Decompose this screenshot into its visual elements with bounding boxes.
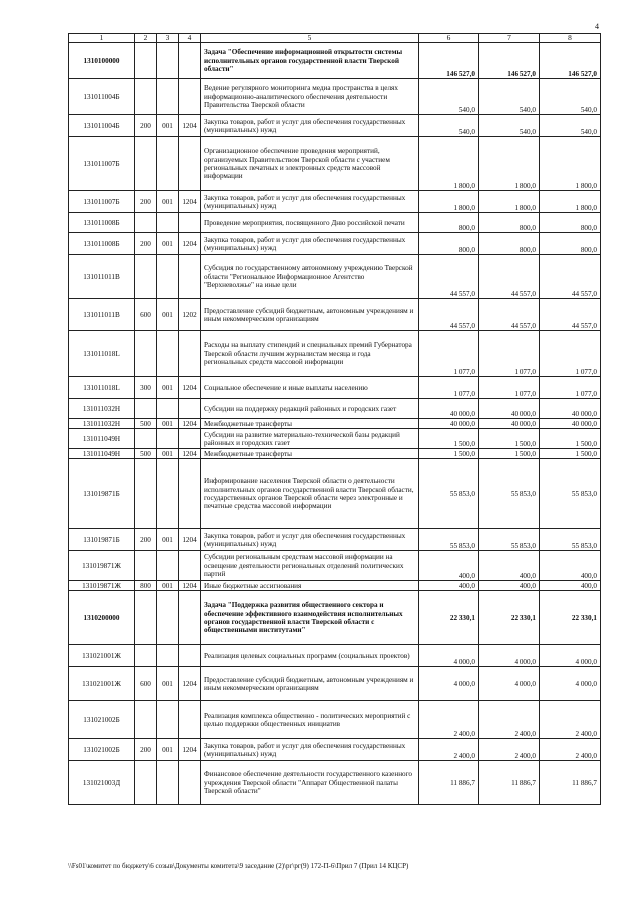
expense-type-code: 200	[135, 529, 157, 551]
amount-year-3: 800,0	[540, 233, 601, 255]
amount-year-3: 400,0	[540, 551, 601, 581]
table-row	[69, 701, 601, 739]
expense-type-code	[135, 213, 157, 233]
header-cell: 8	[540, 34, 601, 43]
ministry-code	[157, 761, 179, 805]
target-article-code: 131011049Н	[69, 429, 135, 449]
amount-year-1: 1 800,0	[419, 137, 479, 191]
description: Расходы на выплату стипендий и специальных премий Губернатора Тверской области лучшим журналистам месяца и года региональных средств массовой информации	[201, 331, 419, 377]
expense-type-code: 800	[135, 581, 157, 591]
description: Финансовое обеспечение деятельности государственного казенного учреждения Тверской области "Аппарат Общественной палаты Тверской области"	[201, 761, 419, 805]
amount-year-2: 540,0	[479, 115, 540, 137]
ministry-code	[157, 591, 179, 645]
amount-year-1: 44 557,0	[419, 299, 479, 331]
amount-year-2: 1 500,0	[479, 429, 540, 449]
ministry-code	[157, 79, 179, 115]
description: Организационное обеспечение проведения мероприятий, организуемых Правительством Тверской области с участием региональных печатных и электронных средств массовой информации	[201, 137, 419, 191]
amount-year-2: 55 853,0	[479, 529, 540, 551]
table-row	[69, 529, 601, 551]
ministry-code	[157, 399, 179, 419]
amount-year-3: 40 000,0	[540, 399, 601, 419]
section-code	[179, 43, 201, 79]
target-article-code: 131011004Б	[69, 115, 135, 137]
table-row	[69, 645, 601, 667]
description: Закупка товаров, работ и услуг для обеспечения государственных (муниципальных) нужд	[201, 115, 419, 137]
amount-year-1: 540,0	[419, 115, 479, 137]
table-row	[69, 377, 601, 399]
ministry-code	[157, 701, 179, 739]
ministry-code: 001	[157, 115, 179, 137]
target-article-code: 131019871Ж	[69, 581, 135, 591]
amount-year-2: 44 557,0	[479, 255, 540, 299]
expense-type-code: 500	[135, 449, 157, 459]
amount-year-1: 4 000,0	[419, 667, 479, 701]
expense-type-code	[135, 79, 157, 115]
table-row	[69, 331, 601, 377]
expense-type-code	[135, 255, 157, 299]
description: Межбюджетные трансферты	[201, 449, 419, 459]
expense-type-code	[135, 701, 157, 739]
amount-year-2: 1 077,0	[479, 377, 540, 399]
section-code: 1204	[179, 191, 201, 213]
ministry-code: 001	[157, 419, 179, 429]
amount-year-1: 540,0	[419, 79, 479, 115]
target-article-code: 131011018L	[69, 331, 135, 377]
header-cell: 4	[179, 34, 201, 43]
amount-year-1: 55 853,0	[419, 459, 479, 529]
header-cell: 5	[201, 34, 419, 43]
target-article-code: 131011004Б	[69, 79, 135, 115]
table-row	[69, 191, 601, 213]
expense-type-code: 600	[135, 667, 157, 701]
amount-year-1: 400,0	[419, 581, 479, 591]
table-row	[69, 761, 601, 805]
section-code: 1204	[179, 377, 201, 399]
section-code: 1204	[179, 529, 201, 551]
amount-year-1: 44 557,0	[419, 255, 479, 299]
ministry-code	[157, 43, 179, 79]
target-article-code: 131011008Б	[69, 233, 135, 255]
ministry-code: 001	[157, 667, 179, 701]
section-code	[179, 551, 201, 581]
table-row	[69, 581, 601, 591]
section-code: 1204	[179, 581, 201, 591]
ministry-code: 001	[157, 449, 179, 459]
amount-year-3: 1 500,0	[540, 429, 601, 449]
table-row	[69, 255, 601, 299]
target-article-code: 1310100000	[69, 43, 135, 79]
target-article-code: 131021002Б	[69, 701, 135, 739]
amount-year-3: 800,0	[540, 213, 601, 233]
expense-type-code: 200	[135, 233, 157, 255]
ministry-code	[157, 213, 179, 233]
description: Реализация комплекса общественно - политических мероприятий с целью поддержки общественных инициатив	[201, 701, 419, 739]
description: Социальное обеспечение и иные выплаты населению	[201, 377, 419, 399]
target-article-code: 131021001Ж	[69, 645, 135, 667]
section-code	[179, 645, 201, 667]
amount-year-1: 40 000,0	[419, 399, 479, 419]
amount-year-3: 4 000,0	[540, 645, 601, 667]
table-row	[69, 449, 601, 459]
amount-year-3: 540,0	[540, 115, 601, 137]
target-article-code: 131021003Д	[69, 761, 135, 805]
ministry-code: 001	[157, 739, 179, 761]
header-cell: 1	[69, 34, 135, 43]
ministry-code	[157, 331, 179, 377]
amount-year-2: 44 557,0	[479, 299, 540, 331]
description: Предоставление субсидий бюджетным, автономным учреждениям и иным некоммерческим организациям	[201, 667, 419, 701]
section-code: 1204	[179, 449, 201, 459]
amount-year-1: 11 886,7	[419, 761, 479, 805]
expense-type-code	[135, 399, 157, 419]
target-article-code: 131011018L	[69, 377, 135, 399]
expense-type-code	[135, 591, 157, 645]
target-article-code: 131011011В	[69, 255, 135, 299]
ministry-code: 001	[157, 529, 179, 551]
amount-year-3: 2 400,0	[540, 701, 601, 739]
table-row	[69, 213, 601, 233]
amount-year-2: 4 000,0	[479, 645, 540, 667]
section-code: 1204	[179, 739, 201, 761]
ministry-code: 001	[157, 377, 179, 399]
expense-type-code	[135, 429, 157, 449]
amount-year-2: 540,0	[479, 79, 540, 115]
amount-year-3: 400,0	[540, 581, 601, 591]
target-article-code: 131011007Б	[69, 191, 135, 213]
amount-year-3: 44 557,0	[540, 299, 601, 331]
expense-type-code	[135, 551, 157, 581]
amount-year-1: 2 400,0	[419, 739, 479, 761]
header-cell: 3	[157, 34, 179, 43]
expense-type-code	[135, 459, 157, 529]
section-code	[179, 429, 201, 449]
amount-year-1: 1 500,0	[419, 449, 479, 459]
amount-year-3: 44 557,0	[540, 255, 601, 299]
section-code	[179, 459, 201, 529]
amount-year-1: 2 400,0	[419, 701, 479, 739]
description: Реализация целевых социальных программ (социальных проектов)	[201, 645, 419, 667]
amount-year-2: 1 077,0	[479, 331, 540, 377]
amount-year-1: 4 000,0	[419, 645, 479, 667]
page-number: 4	[595, 22, 599, 31]
ministry-code: 001	[157, 581, 179, 591]
table-row	[69, 551, 601, 581]
amount-year-2: 400,0	[479, 551, 540, 581]
section-code	[179, 761, 201, 805]
target-article-code: 131019871Ж	[69, 551, 135, 581]
amount-year-1: 55 853,0	[419, 529, 479, 551]
section-code	[179, 255, 201, 299]
target-article-code: 131011008Б	[69, 213, 135, 233]
ministry-code	[157, 645, 179, 667]
expense-type-code: 300	[135, 377, 157, 399]
expense-type-code: 600	[135, 299, 157, 331]
section-code	[179, 213, 201, 233]
description: Субсидия по государственному автономному учреждению Тверской области "Региональное Информационное Агентство "Верхневолжье" на иные цели	[201, 255, 419, 299]
section-code: 1204	[179, 233, 201, 255]
ministry-code	[157, 137, 179, 191]
amount-year-3: 1 077,0	[540, 377, 601, 399]
target-article-code: 131021002Б	[69, 739, 135, 761]
amount-year-3: 1 800,0	[540, 137, 601, 191]
target-article-code: 131011049Н	[69, 449, 135, 459]
ministry-code	[157, 551, 179, 581]
ministry-code	[157, 459, 179, 529]
amount-year-2: 40 000,0	[479, 399, 540, 419]
target-article-code: 131019871Б	[69, 459, 135, 529]
header-cell: 2	[135, 34, 157, 43]
table-row	[69, 137, 601, 191]
amount-year-2: 40 000,0	[479, 419, 540, 429]
table-row	[69, 429, 601, 449]
description: Закупка товаров, работ и услуг для обеспечения государственных (муниципальных) нужд	[201, 191, 419, 213]
amount-year-3: 146 527,0	[540, 43, 601, 79]
target-article-code: 1310200000	[69, 591, 135, 645]
amount-year-2: 800,0	[479, 213, 540, 233]
description: Ведение регулярного мониторинга медиа пространства в целях информационно-аналитического обеспечения деятельности Правительства Тверской области	[201, 79, 419, 115]
table-row	[69, 591, 601, 645]
ministry-code: 001	[157, 233, 179, 255]
amount-year-3: 55 853,0	[540, 459, 601, 529]
amount-year-3: 55 853,0	[540, 529, 601, 551]
expense-type-code: 200	[135, 115, 157, 137]
section-code: 1202	[179, 299, 201, 331]
section-code	[179, 701, 201, 739]
description: Закупка товаров, работ и услуг для обеспечения государственных (муниципальных) нужд	[201, 739, 419, 761]
amount-year-1: 1 077,0	[419, 377, 479, 399]
amount-year-1: 1 077,0	[419, 331, 479, 377]
amount-year-3: 1 800,0	[540, 191, 601, 213]
table-row	[69, 419, 601, 429]
amount-year-3: 2 400,0	[540, 739, 601, 761]
amount-year-1: 1 800,0	[419, 191, 479, 213]
amount-year-3: 1 077,0	[540, 331, 601, 377]
amount-year-3: 22 330,1	[540, 591, 601, 645]
amount-year-3: 1 500,0	[540, 449, 601, 459]
amount-year-3: 540,0	[540, 79, 601, 115]
header-cell: 7	[479, 34, 540, 43]
description: Закупка товаров, работ и услуг для обеспечения государственных (муниципальных) нужд	[201, 529, 419, 551]
description: Закупка товаров, работ и услуг для обеспечения государственных (муниципальных) нужд	[201, 233, 419, 255]
column-number-header	[69, 34, 601, 43]
section-code	[179, 137, 201, 191]
amount-year-2: 1 500,0	[479, 449, 540, 459]
expense-type-code: 200	[135, 739, 157, 761]
amount-year-2: 800,0	[479, 233, 540, 255]
description: Субсидии на развитие материально-технической базы редакций районных и городских газет	[201, 429, 419, 449]
amount-year-1: 1 500,0	[419, 429, 479, 449]
table-row	[69, 739, 601, 761]
table-row	[69, 459, 601, 529]
target-article-code: 131019871Б	[69, 529, 135, 551]
amount-year-3: 11 886,7	[540, 761, 601, 805]
amount-year-2: 2 400,0	[479, 739, 540, 761]
description: Субсидии на поддержку редакций районных и городских газет	[201, 399, 419, 419]
amount-year-2: 1 800,0	[479, 191, 540, 213]
section-code	[179, 331, 201, 377]
ministry-code: 001	[157, 299, 179, 331]
amount-year-1: 800,0	[419, 213, 479, 233]
amount-year-1: 40 000,0	[419, 419, 479, 429]
amount-year-2: 55 853,0	[479, 459, 540, 529]
section-code	[179, 399, 201, 419]
target-article-code: 131011007Б	[69, 137, 135, 191]
expense-type-code	[135, 645, 157, 667]
description: Задача "Обеспечение информационной открытости системы исполнительных органов государственной власти Тверской области"	[201, 43, 419, 79]
table-row	[69, 667, 601, 701]
description: Предоставление субсидий бюджетным, автономным учреждениям и иным некоммерческим организациям	[201, 299, 419, 331]
target-article-code: 131021001Ж	[69, 667, 135, 701]
table-row	[69, 43, 601, 79]
expense-type-code	[135, 761, 157, 805]
table-row	[69, 115, 601, 137]
amount-year-1: 146 527,0	[419, 43, 479, 79]
expense-type-code: 200	[135, 191, 157, 213]
table-row	[69, 233, 601, 255]
amount-year-3: 40 000,0	[540, 419, 601, 429]
table-row	[69, 79, 601, 115]
amount-year-1: 22 330,1	[419, 591, 479, 645]
budget-table	[68, 33, 601, 805]
description: Информирование населения Тверской области о деятельности исполнительных органов государственной власти Тверской области, государственных органов Тверской области через электронные и печатные средства массовой информации	[201, 459, 419, 529]
expense-type-code	[135, 331, 157, 377]
target-article-code: 131011032Н	[69, 399, 135, 419]
description: Проведение мероприятия, посвященного Дню российской печати	[201, 213, 419, 233]
table-row	[69, 299, 601, 331]
amount-year-2: 2 400,0	[479, 701, 540, 739]
target-article-code: 131011032Н	[69, 419, 135, 429]
description: Иные бюджетные ассигнования	[201, 581, 419, 591]
expense-type-code	[135, 137, 157, 191]
amount-year-3: 4 000,0	[540, 667, 601, 701]
table-row	[69, 399, 601, 419]
ministry-code	[157, 429, 179, 449]
ministry-code	[157, 255, 179, 299]
ministry-code: 001	[157, 191, 179, 213]
amount-year-2: 4 000,0	[479, 667, 540, 701]
amount-year-2: 11 886,7	[479, 761, 540, 805]
target-article-code: 131011011В	[69, 299, 135, 331]
section-code	[179, 591, 201, 645]
amount-year-2: 1 800,0	[479, 137, 540, 191]
amount-year-2: 400,0	[479, 581, 540, 591]
amount-year-2: 22 330,1	[479, 591, 540, 645]
description: Субсидии региональным средствам массовой информации на освещение деятельности региональных отделений политических партий	[201, 551, 419, 581]
description: Межбюджетные трансферты	[201, 419, 419, 429]
expense-type-code: 500	[135, 419, 157, 429]
section-code	[179, 79, 201, 115]
section-code: 1204	[179, 419, 201, 429]
header-cell: 6	[419, 34, 479, 43]
expense-type-code	[135, 43, 157, 79]
section-code: 1204	[179, 115, 201, 137]
section-code: 1204	[179, 667, 201, 701]
file-path-footer: \\Fs01\комитет по бюджету\6 созыв\Документы комитета\9 заседание (2)\рг\рг(9) 172-П-6\Прил 7 (Прил 14 КЦСР)	[68, 862, 409, 870]
amount-year-1: 400,0	[419, 551, 479, 581]
description: Задача "Поддержка развития общественного сектора и обеспечение эффективного взаимодействия исполнительных органов государственной власти Тверской области с общественными институтами"	[201, 591, 419, 645]
amount-year-2: 146 527,0	[479, 43, 540, 79]
amount-year-1: 800,0	[419, 233, 479, 255]
